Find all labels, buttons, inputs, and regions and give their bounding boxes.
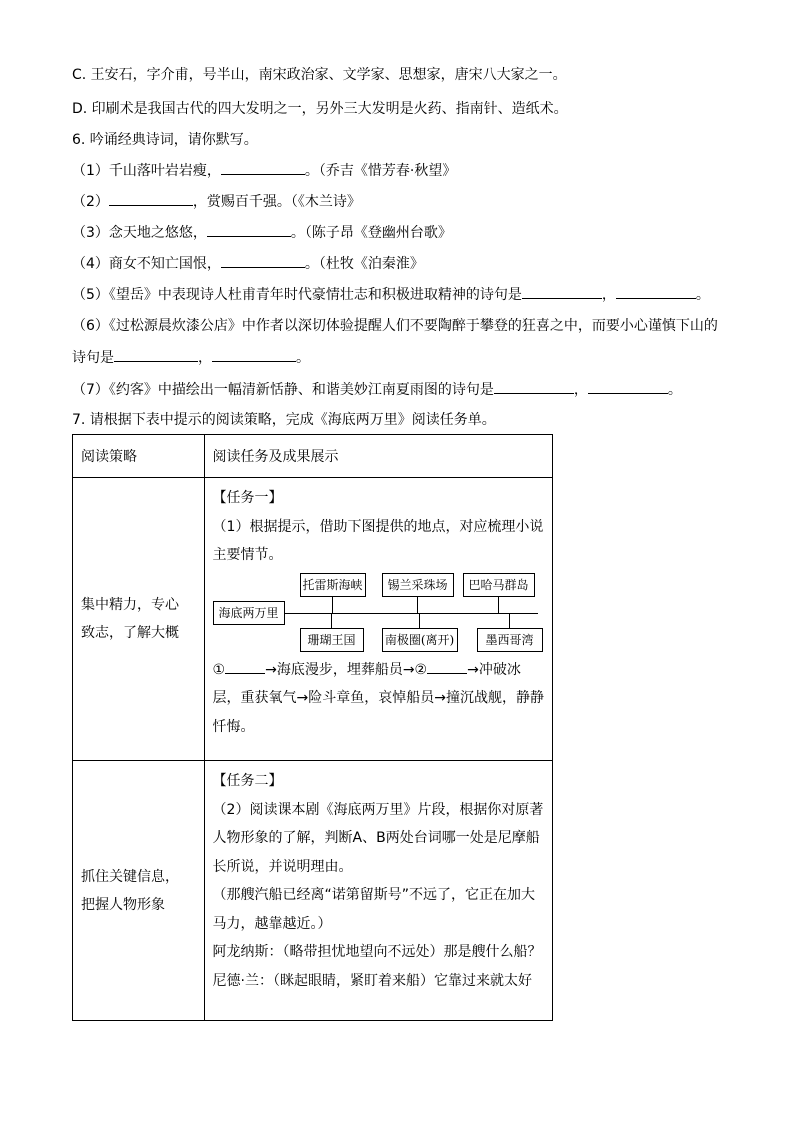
task-title: 【任务一】 [212, 490, 283, 506]
diagram-axis [284, 613, 538, 614]
task-title: 【任务二】 [212, 773, 283, 789]
task-text: 长所说，并说明理由。 [212, 858, 353, 875]
question-6: 6. 吟诵经典诗词，请你默写。 [72, 132, 258, 148]
header-task: 阅读任务及成果展示 [204, 435, 552, 478]
task-text: （1）根据提示，借助下图提供的地点，对应梳理小说 [212, 518, 544, 535]
table-row [73, 761, 553, 1021]
answer-blank[interactable] [588, 379, 668, 394]
answer-blank[interactable] [522, 284, 602, 299]
q6-6-text-c: ， [198, 350, 212, 366]
q6-item-7 [72, 379, 682, 400]
q6-1-text-b: 。（乔吉《惜芳春·秋望》 [304, 163, 457, 179]
strategy-cell [73, 478, 205, 761]
q6-6-text-d: 。 [296, 350, 310, 366]
table-header-row [73, 435, 553, 478]
question-7: 7. 请根据下表中提示的阅读策略，完成《海底两万里》阅读任务单。 [72, 412, 496, 428]
q6-item-6-cont [72, 347, 310, 368]
q6-5-text-b: ， [601, 287, 616, 303]
diagram-main-box: 海底两万里 [213, 601, 285, 625]
strategy-line: 致志，了解大概 [81, 625, 179, 641]
answer-blank[interactable] [207, 222, 291, 237]
diagram-location-box: 巴哈马群岛 [463, 573, 535, 597]
q6-4-text-a: （4）商女不知亡国恨， [72, 256, 221, 272]
q6-item-2 [72, 191, 361, 212]
reading-task-table [72, 434, 553, 1021]
plot-text: ① [212, 661, 226, 678]
answer-blank[interactable] [212, 347, 296, 362]
dialogue-line: 阿龙纳斯：（略带担忧地望向不远处）那是艘什么船？ [212, 944, 542, 960]
answer-blank[interactable] [225, 659, 265, 674]
q6-2-text-a: （2） [72, 194, 109, 210]
strategy-cell [73, 761, 205, 1021]
plot-text: 层，重获氧气→险斗章鱼，哀悼船员→撞沉战舰，静静 [212, 690, 544, 706]
strategy-line: 把握人物形象 [81, 896, 165, 913]
answer-blank[interactable] [427, 659, 467, 674]
table-row [73, 478, 553, 761]
q6-7-text-c: 。 [667, 382, 682, 398]
q6-item-3 [72, 222, 452, 243]
answer-blank[interactable] [221, 160, 305, 175]
q6-5-text-c: 。 [695, 287, 710, 303]
plot-diagram [213, 572, 543, 654]
q6-item-1 [72, 160, 456, 181]
diagram-location-box: 墨西哥湾 [477, 628, 543, 652]
answer-blank[interactable] [109, 191, 193, 206]
strategy-line: 集中精力，专心 [81, 597, 179, 613]
q6-2-text-b: ，赏赐百千强。（《木兰诗》 [192, 194, 361, 210]
task-text: 人物形象的了解，判断A、B两处台词哪一处是尼摩船 [212, 830, 540, 846]
task-text: 马力，越靠越近。） [212, 915, 332, 932]
answer-blank[interactable] [221, 253, 305, 268]
diagram-connector [419, 614, 420, 628]
answer-blank[interactable] [616, 284, 696, 299]
plot-text: →海底漫步，埋葬船员→② [265, 661, 428, 678]
q6-3-text-b: 。（陈子昂《登幽州台歌》 [290, 225, 452, 241]
diagram-connector [417, 597, 418, 613]
dialogue-line: 尼德·兰：（眯起眼睛，紧盯着来船）它靠过来就太好 [212, 972, 532, 989]
option-d: D. 印刷术是我国古代的四大发明之一，另外三大发明是火药、指南针、造纸术。 [72, 101, 568, 117]
q6-4-text-b: 。（杜牧《泊秦淮》 [304, 256, 424, 272]
diagram-location-box: 托雷斯海峡 [300, 573, 366, 597]
strategy-line: 抓住关键信息， [81, 868, 179, 885]
diagram-connector [332, 597, 333, 613]
option-c: C. 王安石，字介甫，号半山，南宋政治家、文学家、思想家，唐宋八大家之一。 [72, 67, 567, 83]
diagram-connector [509, 614, 510, 628]
q6-7-text-b: ， [573, 382, 588, 398]
plot-text: →冲破冰 [467, 661, 521, 678]
header-strategy: 阅读策略 [73, 435, 205, 478]
task-text: （那艘汽船已经离“诺第留斯号”不远了，它正在加大 [212, 887, 536, 903]
q6-item-6: （6）《过松源晨炊漆公店》中作者以深切体验提醒人们不要陶醉于攀登的狂喜之中，而要小心谨慎下山的 [72, 318, 718, 334]
answer-blank[interactable] [114, 347, 198, 362]
task-text: （2）阅读课本剧《海底两万里》片段，根据你对原著 [212, 801, 544, 818]
q6-5-text-a: （5）《望岳》中表现诗人杜甫青年时代豪情壮志和积极进取精神的诗句是 [72, 287, 522, 303]
task-cell [204, 761, 552, 1021]
q6-item-5 [72, 284, 710, 305]
task-text: 主要情节。 [212, 547, 283, 563]
diagram-connector [498, 597, 499, 613]
q6-3-text-a: （3）念天地之悠悠， [72, 225, 207, 241]
diagram-location-box: 锡兰采珠场 [382, 573, 454, 597]
q6-7-text-a: （7）《约客》中描绘出一幅清新恬静、和谐美妙江南夏雨图的诗句是 [72, 382, 494, 398]
diagram-connector [331, 614, 332, 628]
answer-blank[interactable] [494, 379, 574, 394]
task-cell [204, 478, 552, 761]
plot-text: 忏悔。 [212, 718, 255, 735]
diagram-location-box: 珊瑚王国 [300, 628, 364, 652]
q6-item-4 [72, 253, 424, 274]
q6-6-text-b: 诗句是 [72, 350, 114, 366]
diagram-location-box: 南极圈(离开) [382, 628, 458, 652]
q6-1-text-a: （1）千山落叶岩岩瘦， [72, 163, 221, 179]
plot-line [213, 656, 544, 685]
